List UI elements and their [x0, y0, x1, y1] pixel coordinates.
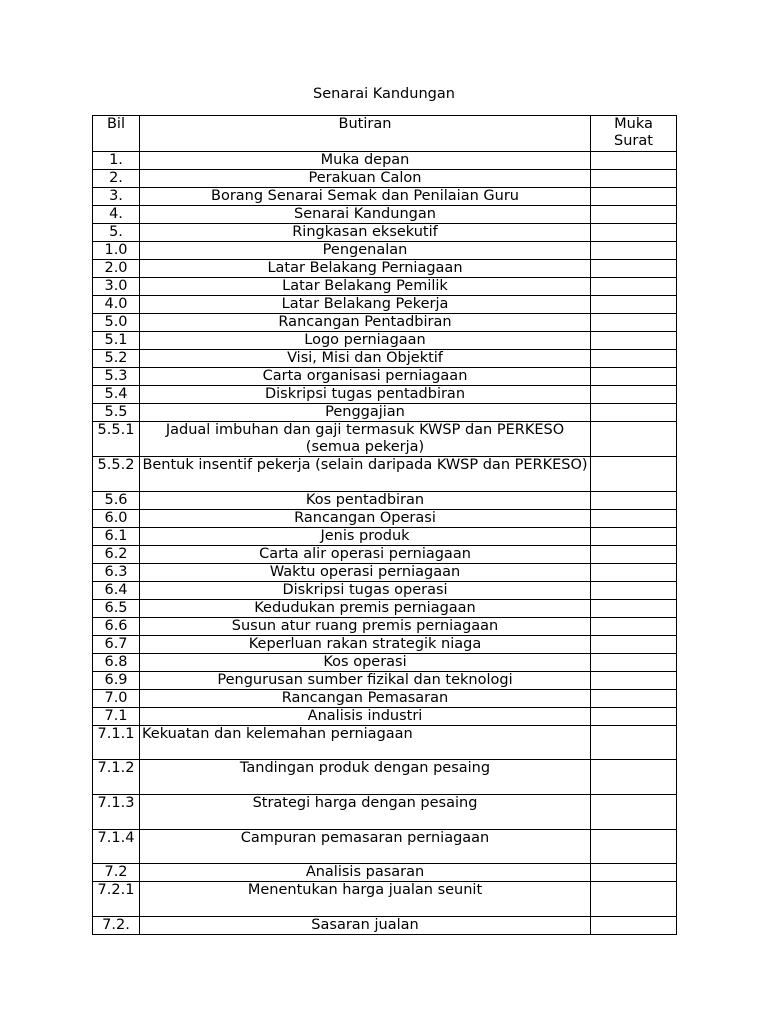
table-row — [93, 545, 677, 563]
row-muka-surat — [591, 368, 677, 386]
table-row — [93, 242, 677, 260]
table-of-contents — [92, 115, 677, 935]
row-muka-surat — [591, 386, 677, 404]
row-bil: 7.1 — [93, 707, 140, 725]
row-butiran: Carta alir operasi perniagaan — [140, 545, 591, 563]
row-butiran: Ringkasan eksekutif — [140, 224, 591, 242]
row-butiran: Rancangan Pentadbiran — [140, 314, 591, 332]
table-row — [93, 491, 677, 509]
row-butiran: Strategi harga dengan pesaing — [140, 795, 591, 830]
row-muka-surat — [591, 314, 677, 332]
table-row — [93, 864, 677, 882]
row-butiran: Penggajian — [140, 404, 591, 422]
row-bil: 5. — [93, 224, 140, 242]
row-muka-surat — [591, 882, 677, 917]
row-butiran: Diskripsi tugas operasi — [140, 581, 591, 599]
table-row — [93, 653, 677, 671]
row-muka-surat — [591, 188, 677, 206]
row-butiran: Bentuk insentif pekerja (selain daripada KWSP dan PERKESO) — [140, 457, 591, 492]
table-row — [93, 350, 677, 368]
row-butiran: Senarai Kandungan — [140, 206, 591, 224]
table-row — [93, 368, 677, 386]
row-muka-surat — [591, 617, 677, 635]
row-butiran: Borang Senarai Semak dan Penilaian Guru — [140, 188, 591, 206]
row-muka-surat — [591, 527, 677, 545]
row-butiran: Latar Belakang Pemilik — [140, 278, 591, 296]
table-row — [93, 599, 677, 617]
row-muka-surat — [591, 917, 677, 935]
row-bil: 6.9 — [93, 671, 140, 689]
row-muka-surat — [591, 864, 677, 882]
row-muka-surat — [591, 170, 677, 188]
row-bil: 5.5 — [93, 404, 140, 422]
row-muka-surat — [591, 581, 677, 599]
row-butiran: Latar Belakang Pekerja — [140, 296, 591, 314]
document-title: Senarai Kandungan — [313, 86, 455, 102]
table-row — [93, 296, 677, 314]
table-row — [93, 152, 677, 170]
row-bil: 6.7 — [93, 635, 140, 653]
table-row — [93, 170, 677, 188]
row-bil: 6.3 — [93, 563, 140, 581]
row-bil: 5.5.2 — [93, 457, 140, 492]
row-butiran: Visi, Misi dan Objektif — [140, 350, 591, 368]
row-bil: 6.5 — [93, 599, 140, 617]
table-row — [93, 278, 677, 296]
table-row — [93, 404, 677, 422]
table-row — [93, 725, 677, 760]
row-bil: 5.6 — [93, 491, 140, 509]
table-row — [93, 760, 677, 795]
row-muka-surat — [591, 829, 677, 864]
row-butiran: Pengurusan sumber fizikal dan teknologi — [140, 671, 591, 689]
table-row — [93, 563, 677, 581]
row-muka-surat — [591, 296, 677, 314]
row-bil: 4. — [93, 206, 140, 224]
header-row — [93, 116, 677, 152]
row-butiran: Menentukan harga jualan seunit — [140, 882, 591, 917]
row-muka-surat — [591, 599, 677, 617]
row-muka-surat — [591, 725, 677, 760]
row-muka-surat — [591, 332, 677, 350]
row-bil: 7.1.2 — [93, 760, 140, 795]
row-muka-surat — [591, 707, 677, 725]
row-muka-surat — [591, 422, 677, 457]
table-row — [93, 795, 677, 830]
row-muka-surat — [591, 457, 677, 492]
table-row — [93, 689, 677, 707]
table-row — [93, 917, 677, 935]
table-row — [93, 457, 677, 492]
table-row — [93, 188, 677, 206]
table-row — [93, 635, 677, 653]
row-bil: 7.2. — [93, 917, 140, 935]
row-bil: 5.3 — [93, 368, 140, 386]
table-row — [93, 829, 677, 864]
row-muka-surat — [591, 653, 677, 671]
table-row — [93, 671, 677, 689]
table-row — [93, 386, 677, 404]
row-muka-surat — [591, 563, 677, 581]
row-butiran: Tandingan produk dengan pesaing — [140, 760, 591, 795]
row-butiran: Logo perniagaan — [140, 332, 591, 350]
row-butiran: Pengenalan — [140, 242, 591, 260]
row-bil: 6.8 — [93, 653, 140, 671]
row-butiran: Kos operasi — [140, 653, 591, 671]
row-muka-surat — [591, 689, 677, 707]
row-bil: 3. — [93, 188, 140, 206]
row-bil: 6.6 — [93, 617, 140, 635]
table-row — [93, 707, 677, 725]
row-muka-surat — [591, 206, 677, 224]
row-muka-surat — [591, 260, 677, 278]
row-muka-surat — [591, 242, 677, 260]
table-row — [93, 260, 677, 278]
row-butiran: Kos pentadbiran — [140, 491, 591, 509]
table-row — [93, 617, 677, 635]
row-bil: 7.2 — [93, 864, 140, 882]
row-bil: 6.4 — [93, 581, 140, 599]
row-butiran: Rancangan Pemasaran — [140, 689, 591, 707]
row-bil: 5.2 — [93, 350, 140, 368]
row-bil: 6.0 — [93, 509, 140, 527]
row-bil: 5.5.1 — [93, 422, 140, 457]
row-bil: 6.1 — [93, 527, 140, 545]
row-butiran: Jadual imbuhan dan gaji termasuk KWSP dan PERKESO (semua pekerja) — [140, 422, 591, 457]
row-bil: 2. — [93, 170, 140, 188]
row-muka-surat — [591, 795, 677, 830]
row-muka-surat — [591, 350, 677, 368]
table-row — [93, 581, 677, 599]
row-muka-surat — [591, 278, 677, 296]
table-row — [93, 422, 677, 457]
table-row — [93, 206, 677, 224]
row-muka-surat — [591, 635, 677, 653]
row-bil: 2.0 — [93, 260, 140, 278]
row-butiran: Waktu operasi perniagaan — [140, 563, 591, 581]
row-muka-surat — [591, 671, 677, 689]
row-muka-surat — [591, 491, 677, 509]
row-muka-surat — [591, 224, 677, 242]
row-bil: 7.1.3 — [93, 795, 140, 830]
row-bil: 7.2.1 — [93, 882, 140, 917]
row-butiran: Analisis pasaran — [140, 864, 591, 882]
table-row — [93, 882, 677, 917]
row-butiran: Kekuatan dan kelemahan perniagaan — [140, 725, 591, 760]
row-bil: 1.0 — [93, 242, 140, 260]
row-bil: 1. — [93, 152, 140, 170]
row-butiran: Jenis produk — [140, 527, 591, 545]
row-butiran: Rancangan Operasi — [140, 509, 591, 527]
table-row — [93, 332, 677, 350]
row-bil: 7.0 — [93, 689, 140, 707]
row-butiran: Muka depan — [140, 152, 591, 170]
row-bil: 7.1.1 — [93, 725, 140, 760]
row-butiran: Keperluan rakan strategik niaga — [140, 635, 591, 653]
row-bil: 4.0 — [93, 296, 140, 314]
row-muka-surat — [591, 545, 677, 563]
header-butiran: Butiran — [140, 116, 591, 152]
header-muka-surat: Muka Surat — [591, 116, 677, 152]
table-row — [93, 314, 677, 332]
row-muka-surat — [591, 152, 677, 170]
row-butiran: Kedudukan premis perniagaan — [140, 599, 591, 617]
row-butiran: Sasaran jualan — [140, 917, 591, 935]
row-butiran: Susun atur ruang premis perniagaan — [140, 617, 591, 635]
row-muka-surat — [591, 509, 677, 527]
row-muka-surat — [591, 760, 677, 795]
row-bil: 5.4 — [93, 386, 140, 404]
row-butiran: Carta organisasi perniagaan — [140, 368, 591, 386]
row-butiran: Analisis industri — [140, 707, 591, 725]
table-row — [93, 509, 677, 527]
row-butiran: Campuran pemasaran perniagaan — [140, 829, 591, 864]
table-row — [93, 224, 677, 242]
table-row — [93, 527, 677, 545]
row-butiran: Diskripsi tugas pentadbiran — [140, 386, 591, 404]
row-bil: 6.2 — [93, 545, 140, 563]
row-bil: 7.1.4 — [93, 829, 140, 864]
table-body — [93, 152, 677, 935]
row-bil: 5.1 — [93, 332, 140, 350]
header-bil: Bil — [93, 116, 140, 152]
row-muka-surat — [591, 404, 677, 422]
row-bil: 5.0 — [93, 314, 140, 332]
row-butiran: Perakuan Calon — [140, 170, 591, 188]
row-butiran: Latar Belakang Perniagaan — [140, 260, 591, 278]
row-bil: 3.0 — [93, 278, 140, 296]
